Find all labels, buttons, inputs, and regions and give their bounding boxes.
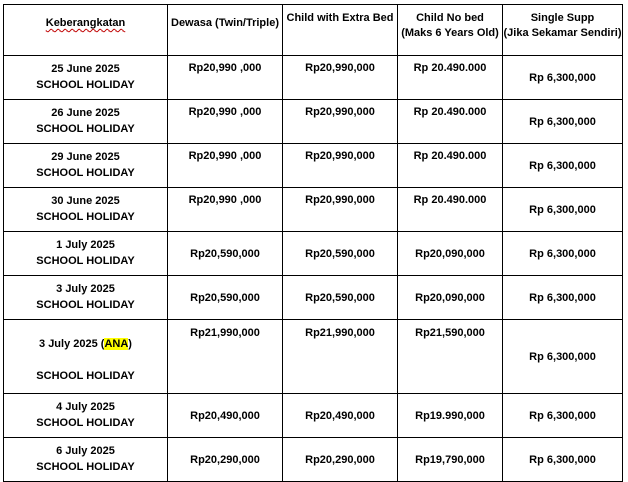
departure-cell: 4 July 2025 SCHOOL HOLIDAY <box>4 394 168 438</box>
single-supp-price: Rp 6,300,000 <box>503 394 623 438</box>
no-bed-price: Rp 20.490.000 <box>398 144 503 188</box>
extra-bed-price: Rp21,990,000 <box>283 320 398 394</box>
extra-bed-price: Rp20,990,000 <box>283 144 398 188</box>
extra-bed-price: Rp20,290,000 <box>283 438 398 482</box>
adult-price: Rp20,490,000 <box>168 394 283 438</box>
adult-price: Rp20,590,000 <box>168 276 283 320</box>
single-supp-price: Rp 6,300,000 <box>503 232 623 276</box>
no-bed-price: Rp 20.490.000 <box>398 100 503 144</box>
table-row <box>4 144 623 188</box>
departure-cell: 25 June 2025 SCHOOL HOLIDAY <box>4 56 168 100</box>
extra-bed-price: Rp20,990,000 <box>283 56 398 100</box>
table-row <box>4 232 623 276</box>
departure-cell: 6 July 2025 SCHOOL HOLIDAY <box>4 438 168 482</box>
single-supp-price: Rp 6,300,000 <box>503 56 623 100</box>
adult-price: Rp20,290,000 <box>168 438 283 482</box>
table-row <box>4 56 623 100</box>
header-adult: Dewasa (Twin/Triple) <box>168 5 283 56</box>
departure-cell: 3 July 2025 SCHOOL HOLIDAY <box>4 276 168 320</box>
no-bed-price: Rp 20.490.000 <box>398 188 503 232</box>
no-bed-price: Rp21,590,000 <box>398 320 503 394</box>
price-table <box>3 4 623 482</box>
single-supp-price: Rp 6,300,000 <box>503 438 623 482</box>
table-row <box>4 276 623 320</box>
no-bed-price: Rp19.990,000 <box>398 394 503 438</box>
single-supp-price: Rp 6,300,000 <box>503 100 623 144</box>
single-supp-price: Rp 6,300,000 <box>503 144 623 188</box>
header-row <box>4 5 623 56</box>
single-supp-price: Rp 6,300,000 <box>503 188 623 232</box>
header-no-bed: Child No bed (Maks 6 Years Old) <box>398 5 503 56</box>
departure-cell: 29 June 2025 SCHOOL HOLIDAY <box>4 144 168 188</box>
no-bed-price: Rp20,090,000 <box>398 276 503 320</box>
departure-cell: 1 July 2025 SCHOOL HOLIDAY <box>4 232 168 276</box>
no-bed-price: Rp20,090,000 <box>398 232 503 276</box>
extra-bed-price: Rp20,490,000 <box>283 394 398 438</box>
single-supp-price: Rp 6,300,000 <box>503 320 623 394</box>
departure-cell: 30 June 2025 SCHOOL HOLIDAY <box>4 188 168 232</box>
table-row <box>4 438 623 482</box>
extra-bed-price: Rp20,590,000 <box>283 232 398 276</box>
adult-price: Rp20,990 ,000 <box>168 100 283 144</box>
no-bed-price: Rp 20.490.000 <box>398 56 503 100</box>
table-row <box>4 100 623 144</box>
ana-badge: ANA <box>104 337 129 350</box>
adult-price: Rp20,990 ,000 <box>168 56 283 100</box>
header-extra-bed: Child with Extra Bed <box>283 5 398 56</box>
adult-price: Rp20,990 ,000 <box>168 144 283 188</box>
header-single-supp: Single Supp (Jika Sekamar Sendiri) <box>503 5 623 56</box>
single-supp-price: Rp 6,300,000 <box>503 276 623 320</box>
adult-price: Rp21,990,000 <box>168 320 283 394</box>
header-departure: Keberangkatan <box>4 5 168 56</box>
departure-cell: 3 July 2025 (ANA) SCHOOL HOLIDAY <box>4 320 168 394</box>
extra-bed-price: Rp20,990,000 <box>283 188 398 232</box>
extra-bed-price: Rp20,990,000 <box>283 100 398 144</box>
adult-price: Rp20,590,000 <box>168 232 283 276</box>
adult-price: Rp20,990 ,000 <box>168 188 283 232</box>
table-row <box>4 320 623 394</box>
extra-bed-price: Rp20,590,000 <box>283 276 398 320</box>
departure-cell: 26 June 2025 SCHOOL HOLIDAY <box>4 100 168 144</box>
table-row <box>4 188 623 232</box>
table-row <box>4 394 623 438</box>
no-bed-price: Rp19,790,000 <box>398 438 503 482</box>
